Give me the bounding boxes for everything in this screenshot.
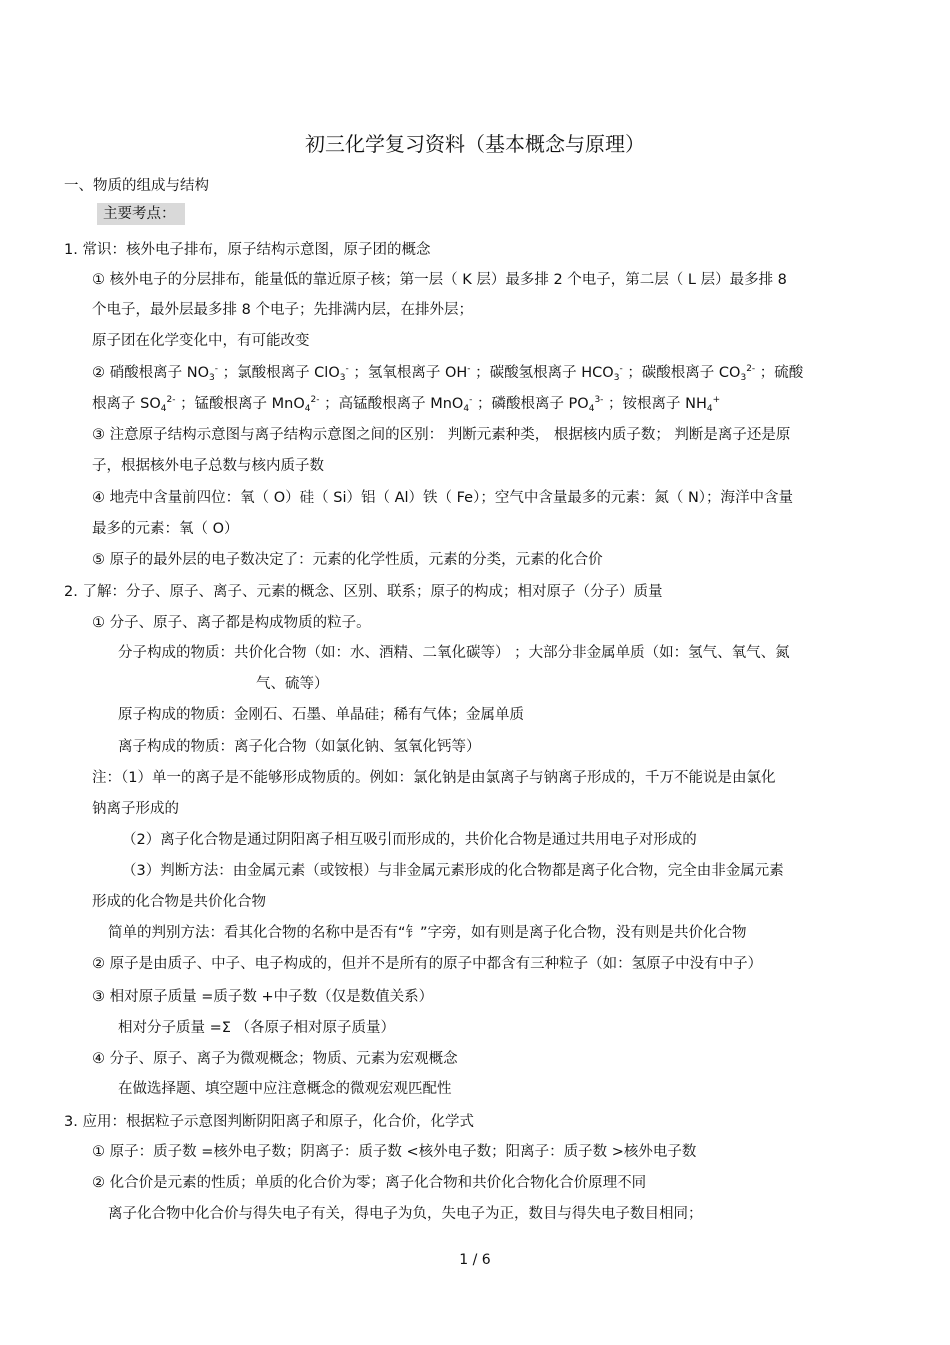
text-segment: ；碳酸根离子 CO (627, 365, 741, 381)
superscript: 2- (166, 395, 176, 405)
text-line: ③ 注意原子结构示意图与离子结构示意图之间的区别： 判断元素种类， 根据核内质子数； 判断是离子还是原 (92, 427, 791, 443)
superscript: + (712, 395, 721, 405)
text-line: 原子构成的物质：金刚石、石墨、单晶硅；稀有气体；金属单质 (118, 707, 524, 723)
superscript: 3- (594, 395, 604, 405)
text-segment: ；锰酸根离子 MnO (180, 396, 305, 412)
page-number: 1 / 6 (459, 1252, 491, 1268)
text-line: 最多的元素：氧（ O） (92, 521, 239, 537)
ion-line-1 (92, 361, 803, 382)
text-segment: ；硫酸 (759, 365, 804, 381)
text-line: 离子化合物中化合价与得失电子有关，得电子为负，失电子为正，数目与得失电子数目相同； (108, 1206, 703, 1222)
subscript: 4 (304, 404, 311, 414)
text-line: ④ 地壳中含量前四位：氧（ O）硅（ Si）铝（ Al）铁（ Fe）；空气中含量最多的元素：氮（ N）；海洋中含量 (92, 490, 794, 506)
superscript: - (214, 364, 218, 374)
subscript: 4 (706, 404, 713, 414)
text-line: 钠离子形成的 (92, 801, 179, 817)
text-line: 在做选择题、填空题中应注意概念的微观宏观匹配性 (118, 1081, 452, 1097)
text-line: 注：（1）单一的离子是不能够形成物质的。例如：氯化钠是由氯离子与钠离子形成的，千万不能说是由氯化 (92, 770, 776, 786)
text-line: 个电子，最外层最多排 8 个电子；先排满内层，在排外层； (92, 302, 473, 318)
text-line: ⑤ 原子的最外层的电子数决定了：元素的化学性质，元素的分类，元素的化合价 (92, 552, 603, 568)
text-segment: ；氯酸根离子 ClO (222, 365, 340, 381)
subscript: 4 (160, 404, 167, 414)
text-line: ④ 分子、原子、离子为微观概念；物质、元素为宏观概念 (92, 1051, 458, 1067)
text-line: 气、硫等） (256, 676, 329, 692)
text-segment: ；氢氧根离子 OH (353, 365, 468, 381)
superscript: - (467, 364, 471, 374)
superscript: - (345, 364, 349, 374)
text-line: 原子团在化学变化中，有可能改变 (92, 333, 310, 349)
text-segment: ；磷酸根离子 PO (476, 396, 589, 412)
text-line: 简单的判别方法：看其化合物的名称中是否有“钅”字旁，如有则是离子化合物，没有则是共价化合物 (108, 925, 747, 941)
text-line: 3. 应用：根据粒子示意图判断阴阳离子和原子，化合价，化学式 (64, 1114, 474, 1130)
subscript: 4 (588, 404, 595, 414)
text-segment: 根离子 SO (92, 396, 161, 412)
text-line: 形成的化合物是共价化合物 (92, 894, 266, 910)
text-line: 1. 常识：核外电子排布，原子结构示意图，原子团的概念 (64, 242, 431, 258)
text-line: ① 核外电子的分层排布，能量低的靠近原子核；第一层（ K 层）最多排 2 个电子，第二层（ L 层）最多排 8 (92, 272, 787, 288)
text-line: ② 原子是由质子、中子、电子构成的，但并不是所有的原子中都含有三种粒子（如：氢原子中没有中子） (92, 956, 763, 972)
subscript: 3 (740, 373, 747, 383)
text-line: ① 原子：质子数 =核外电子数；阴离子：质子数 <核外电子数；阳离子：质子数 >核外电子数 (92, 1144, 697, 1160)
text-line: ③ 相对原子质量 =质子数 +中子数（仅是数值关系） (92, 989, 434, 1005)
ion-line-2 (92, 392, 720, 413)
text-line: 2. 了解：分子、原子、离子、元素的概念、区别、联系；原子的构成；相对原子（分子）质量 (64, 584, 663, 600)
text-segment: ；高锰酸根离子 MnO (324, 396, 464, 412)
subscript: 3 (613, 373, 620, 383)
key-points-label: 主要考点： (97, 203, 185, 225)
superscript: - (469, 395, 473, 405)
page-title: 初三化学复习资料（基本概念与原理） (305, 132, 645, 156)
text-line: （3）判断方法：由金属元素（或铵根）与非金属元素形成的化合物都是离子化合物，完全由非金属元素 (122, 863, 784, 879)
text-segment: ；铵根离子 NH (608, 396, 707, 412)
superscript: - (619, 364, 623, 374)
text-segment: ；碳酸氢根离子 HCO (475, 365, 614, 381)
text-line: 离子构成的物质：离子化合物（如氯化钠、氢氧化钙等） (118, 739, 481, 755)
text-line: （2）离子化合物是通过阴阳离子相互吸引而形成的，共价化合物是通过共用电子对形成的 (122, 832, 697, 848)
superscript: 2- (746, 364, 756, 374)
text-line: ② 化合价是元素的性质；单质的化合价为零；离子化合物和共价化合物化合价原理不同 (92, 1175, 647, 1191)
subscript: 3 (339, 373, 346, 383)
text-segment: ② 硝酸根离子 NO (92, 365, 209, 381)
section-heading: 一、物质的组成与结构 (64, 178, 209, 194)
text-line: ① 分子、原子、离子都是构成物质的粒子。 (92, 615, 371, 631)
subscript: 4 (463, 404, 470, 414)
superscript: 2- (310, 395, 320, 405)
text-line: 子，根据核外电子总数与核内质子数 (92, 458, 324, 474)
subscript: 3 (208, 373, 215, 383)
text-line: 分子构成的物质：共价化合物（如：水、酒精、二氧化碳等） ；大部分非金属单质（如：氢气、氧气、氮 (118, 645, 790, 661)
text-line: 相对分子质量 =Σ （各原子相对原子质量） (118, 1020, 396, 1036)
